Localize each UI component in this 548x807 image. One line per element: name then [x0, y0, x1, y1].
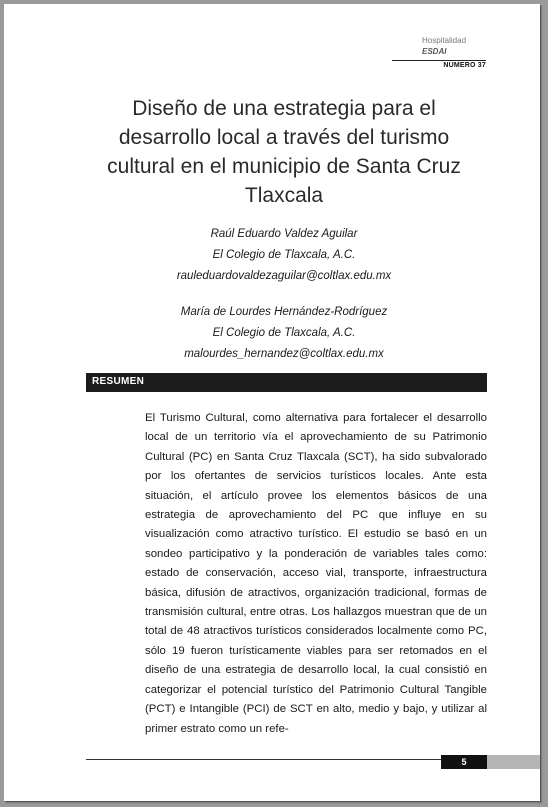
journal-name: Hospitalidad [422, 36, 467, 45]
author-affiliation: El Colegio de Tlaxcala, A.C. [212, 249, 356, 261]
issue-number: NÚMERO 37 [443, 62, 486, 69]
author-spacer [84, 287, 484, 302]
footer-accent [487, 755, 540, 769]
journal-header [422, 35, 466, 57]
author-affiliation: El Colegio de Tlaxcala, A.C. [212, 327, 356, 339]
section-heading: RESUMEN [92, 376, 145, 387]
author-name: Raúl Eduardo Valdez Aguilar [210, 228, 358, 240]
page-number: 5 [441, 755, 487, 769]
author-email[interactable]: malourdes_hernandez@coltlax.edu.mx [184, 348, 384, 360]
abstract-text: El Turismo Cultural, como alternativa para fortalecer el desarrollo local de un territorio vía el aprovechamiento de su Patrimonio Cultural (PC) en Santa Cruz Tlaxcala (SCT), ha sido subvalorado por los ofertantes de servicios turísticos locales. Ante esta situación, el artículo provee los elementos básicos de una estrategia de aprovechamiento del PC que influye en su visualización como atractivo turístico. El estudio se basó en un sondeo participativo y la ponderación de variables tales como: estado de conservación, acceso vial, transporte, infraestructura básica, difusión de atractivos, organización tradicional, formas de transmisión cultural, entre otras. Los hallazgos muestran que de un total de 48 atractivos turísticos considerados localmente como PC, sólo 19 fueron turísticamente viables para ser retomados en el diseño de una estrategia de desarrollo local, la cual consistió en categorizar el potencial turístico del Patrimonio Cultural Tangible (PCT) e Intangible (PCI) de SCT en alto, medio y bajo, y utilizar al primer estrato como un refe- [145, 412, 487, 735]
section-heading-bar [86, 373, 487, 392]
document-page [4, 4, 540, 801]
article-title: Diseño de una estrategia para el desarrollo local a través del turismo cultural en el municipio de Santa Cruz Tlaxcala [107, 97, 461, 207]
author-email[interactable]: rauleduardovaldezaguilar@coltlax.edu.mx [176, 270, 392, 282]
author-name: María de Lourdes Hernández-Rodríguez [180, 306, 388, 318]
author-block [84, 224, 484, 365]
footer-divider [86, 759, 442, 760]
journal-brand: ESDAI [422, 47, 447, 56]
issue-divider [392, 60, 486, 61]
